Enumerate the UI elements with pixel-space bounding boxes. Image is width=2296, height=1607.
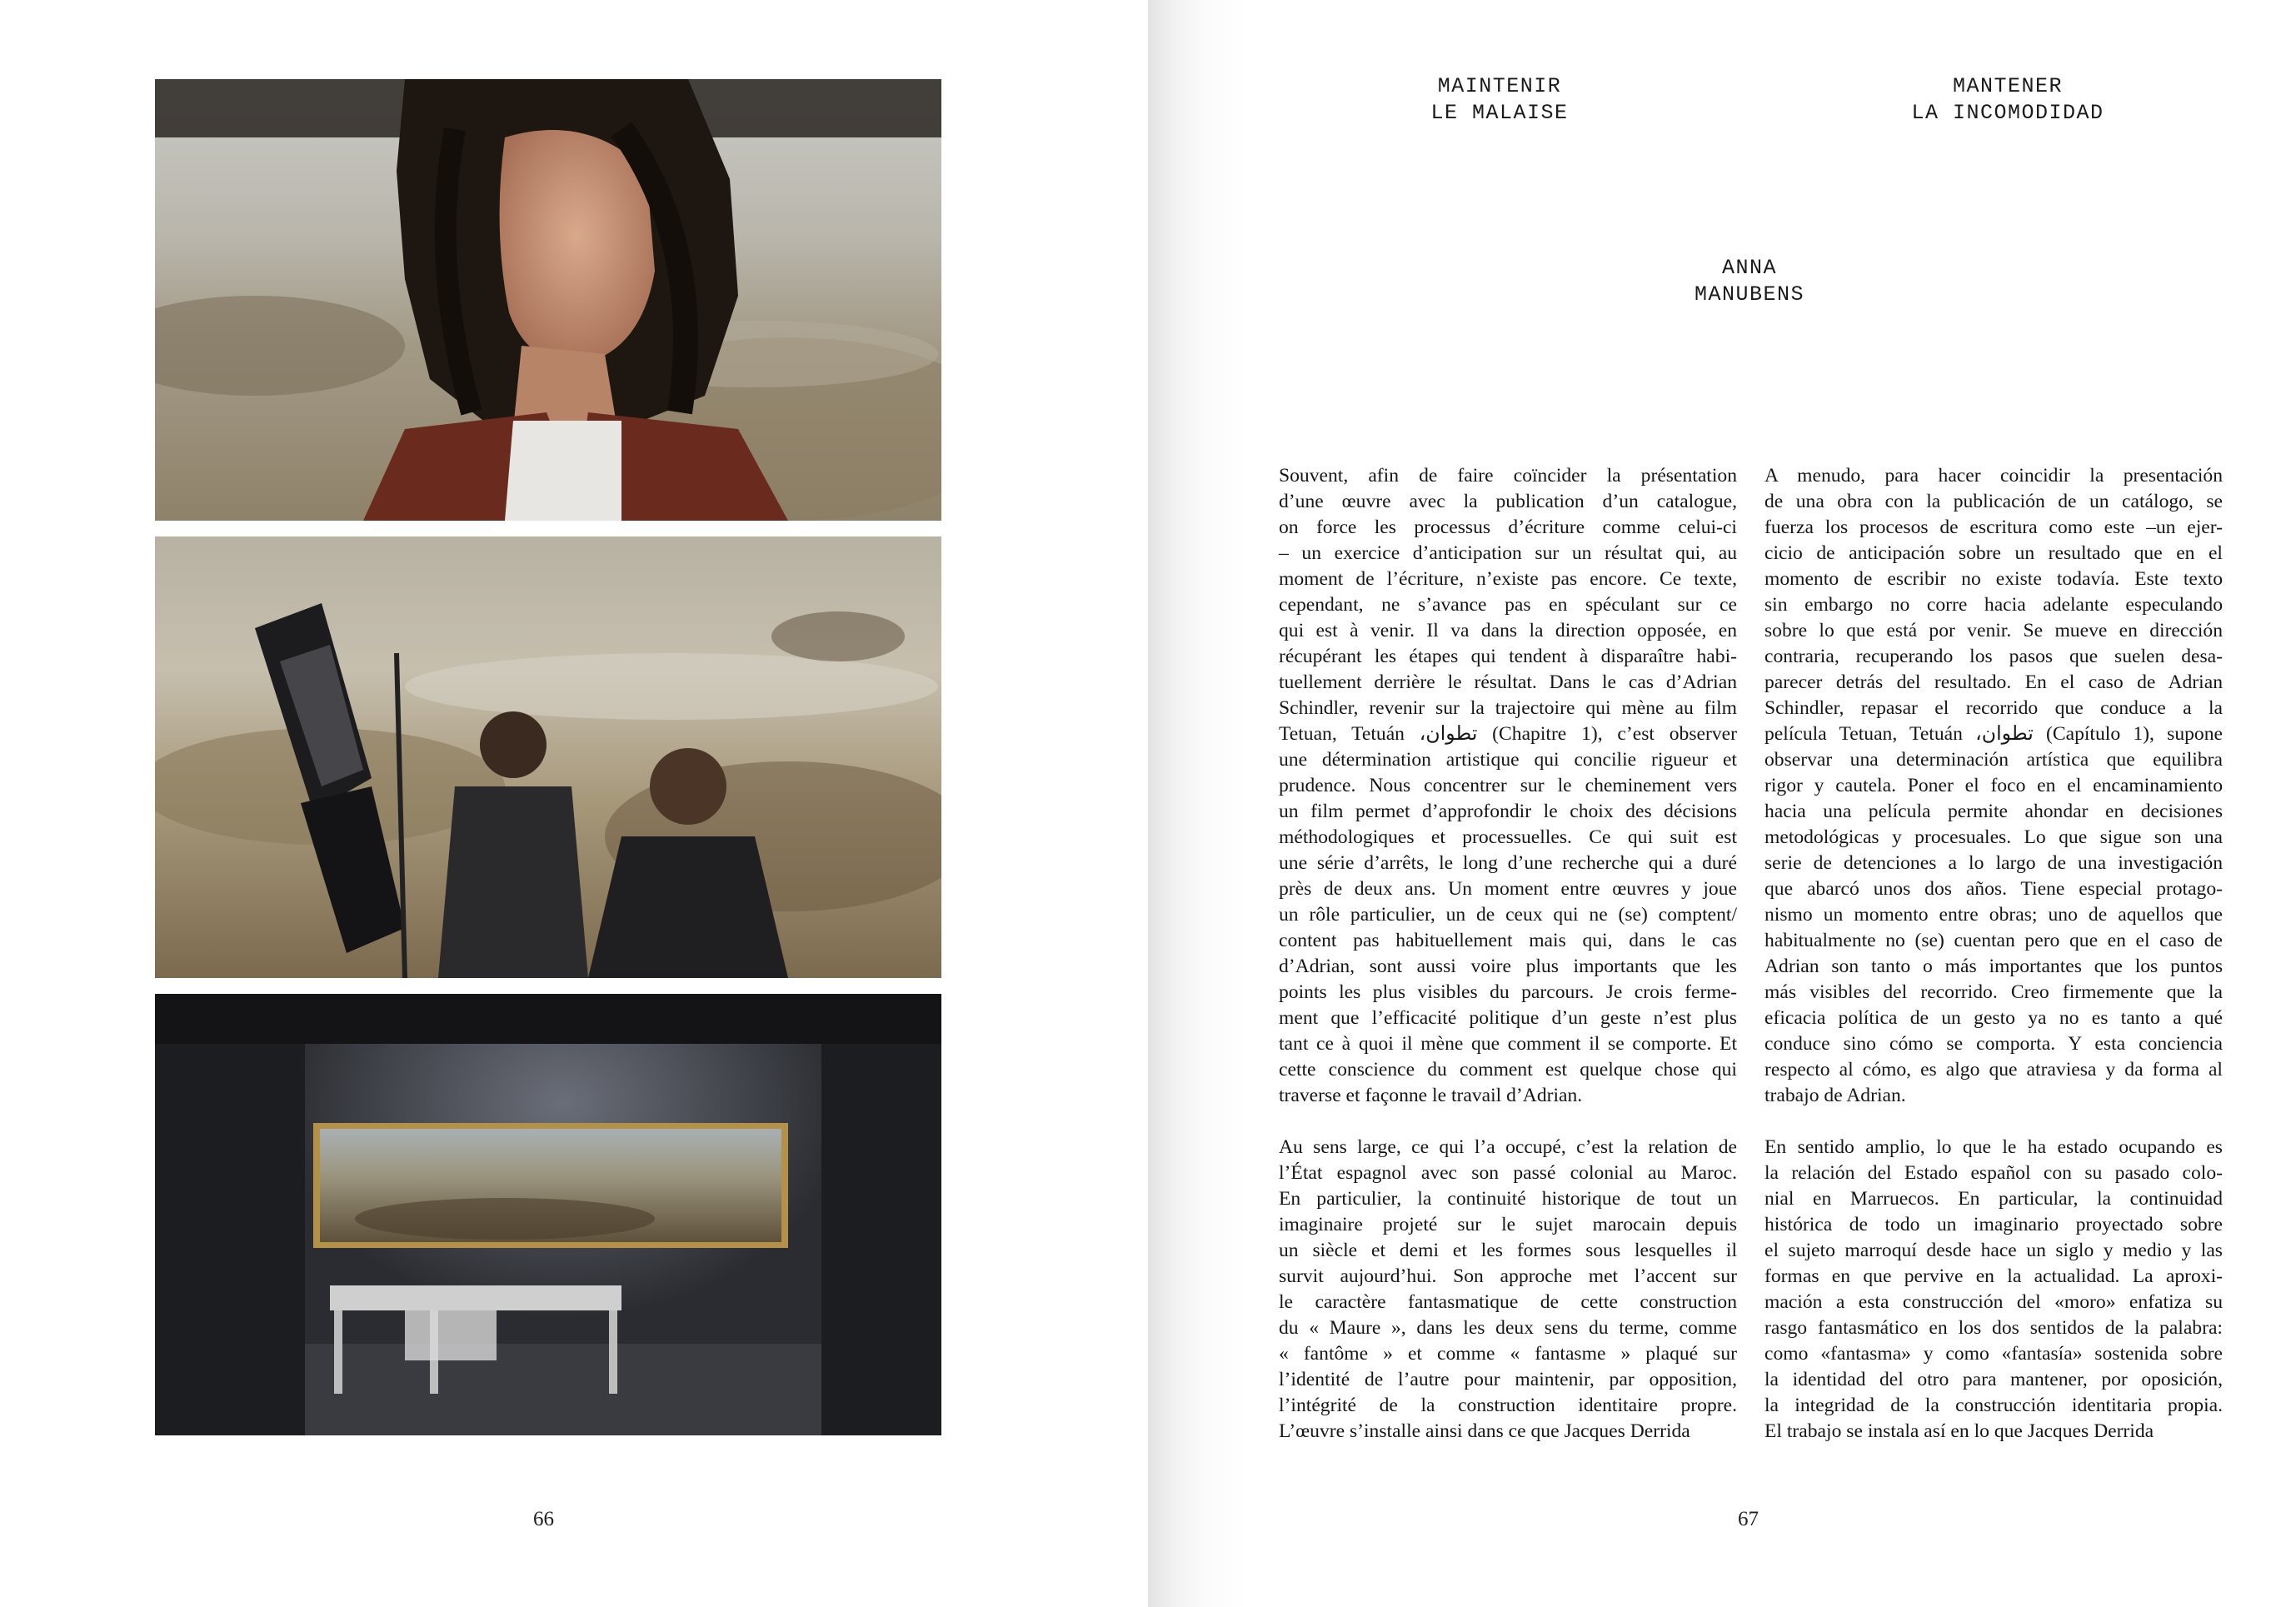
text-line: contraria, recuperando los pasos que suelen desa- bbox=[1764, 646, 2223, 667]
text-line: rigor y cautela. Poner el foco en el encaminamiento bbox=[1764, 775, 2223, 796]
text-line: une série d’arrêts, le long d’une recherche qui a duré bbox=[1279, 852, 1737, 874]
text-line: cette conscience du comment est quelque chose qui bbox=[1279, 1059, 1737, 1080]
text-line: A menudo, para hacer coincidir la presentación bbox=[1764, 465, 2223, 487]
text-line: habitualmente no (se) cuentan pero que en el caso de bbox=[1764, 930, 2223, 951]
text-line: metodológicas y procesuales. Lo que sigue son una bbox=[1764, 826, 2223, 848]
text-line: moment de l’écriture, n’existe pas encore. Ce texte, bbox=[1279, 568, 1737, 590]
text-line: le caractère fantasmatique de cette construction bbox=[1279, 1291, 1737, 1313]
text-line: L’œuvre s’installe ainsi dans ce que Jacques Derrida bbox=[1279, 1420, 1690, 1442]
author-line: MANUBENS bbox=[1694, 282, 1805, 307]
title-line: LE MALAISE bbox=[1430, 101, 1569, 125]
text-line: cicio de anticipación sobre un resultado que en el bbox=[1764, 542, 2223, 564]
text-line: de una obra con la publicación de un catálogo, se bbox=[1764, 491, 2223, 512]
text-line: imaginaire projeté sur le sujet marocain depuis bbox=[1279, 1214, 1737, 1235]
text-line: trabajo de Adrian. bbox=[1764, 1085, 1906, 1106]
text-line: « fantôme » et comme « fantasme » plaqué sur bbox=[1279, 1343, 1737, 1365]
text-line: prudence. Nous concentrer sur le cheminement vers bbox=[1279, 775, 1737, 796]
woman-portrait-photo bbox=[155, 79, 941, 521]
text-line: En sentido amplio, lo que le ha estado ocupando es bbox=[1764, 1136, 2223, 1158]
text-line: hacia una película permite ahondar en decisiones bbox=[1764, 801, 2223, 822]
text-line: En particulier, la continuité historique de tout un bbox=[1279, 1188, 1737, 1210]
text-line: fuerza los procesos de escritura como este –un ejer- bbox=[1764, 517, 2223, 538]
text-line: d’une œuvre avec la publication d’un catalogue, bbox=[1279, 491, 1737, 512]
title-line: LA INCOMODIDAD bbox=[1911, 101, 2104, 125]
text-line: más visibles del recorrido. Creo firmemente que la bbox=[1764, 981, 2223, 1003]
text-line: formas en que pervive en la actualidad. La aproxi- bbox=[1764, 1265, 2223, 1287]
text-line: cependant, ne s’avance pas en spéculant sur ce bbox=[1279, 594, 1737, 616]
text-line: – un exercice d’anticipation sur un résultat qui, au bbox=[1279, 542, 1737, 564]
text-line: El trabajo se instala así en lo que Jacques Derrida bbox=[1764, 1420, 2154, 1442]
text-line: points les plus visibles du parcours. Je crois ferme- bbox=[1279, 981, 1737, 1003]
text-line: du « Maure », dans les deux sens du terme, comme bbox=[1279, 1317, 1737, 1339]
text-line: Schindler, repasar el recorrido que conduce a la bbox=[1764, 697, 2223, 719]
text-line: un rôle particulier, un de ceux qui ne (se) comptent/ bbox=[1279, 904, 1737, 926]
text-line: Au sens large, ce qui l’a occupé, c’est la relation de bbox=[1279, 1136, 1737, 1158]
text-line: película Tetuan, Tetuán ،تطوان (Capítulo 1), supone bbox=[1764, 723, 2223, 745]
text-line: el sujeto marroquí desde hace un siglo y medio y las bbox=[1764, 1240, 2223, 1261]
text-line: que abarcó unos dos años. Tiene especial protago- bbox=[1764, 878, 2223, 900]
column-french bbox=[1279, 463, 1737, 1445]
text-line: Souvent, afin de faire coïncider la présentation bbox=[1279, 465, 1737, 487]
text-line: ment que l’efficacité politique d’un geste n’est plus bbox=[1279, 1007, 1737, 1029]
text-line: la identidad del otro para mantener, por oposición, bbox=[1764, 1369, 2223, 1390]
paragraph bbox=[1279, 1135, 1737, 1445]
text-line: l’État espagnol avec son passé colonial au Maroc. bbox=[1279, 1162, 1737, 1184]
text-line: parecer detrás del resultado. En el caso de Adrian bbox=[1764, 671, 2223, 693]
text-line: respecto al cómo, es algo que atraviesa y da forma al bbox=[1764, 1059, 2223, 1080]
title-line: MANTENER bbox=[1952, 74, 2064, 98]
text-line: méthodologiques et processuelles. Ce qui suit est bbox=[1279, 826, 1737, 848]
text-line: nismo un momento entre obras; uno de aquellos que bbox=[1764, 904, 2223, 926]
text-line: la relación del Estado español con su pasado colo- bbox=[1764, 1162, 2223, 1184]
text-line: tant ce à quoi il mène que comment il se comporte. Et bbox=[1279, 1033, 1737, 1055]
page-number: 67 bbox=[1738, 1508, 1759, 1530]
text-line: sobre lo que está por venir. Se mueve en dirección bbox=[1764, 620, 2223, 641]
text-line: Adrian son tanto o más importantes que los puntos bbox=[1764, 956, 2223, 977]
text-line: la integridad de la construcción identitaria propia. bbox=[1764, 1395, 2223, 1416]
paragraph bbox=[1764, 463, 2223, 1109]
text-line: qui est à venir. Il va dans la direction opposée, en bbox=[1279, 620, 1737, 641]
text-line: récupérant les étapes qui tendent à disparaître habi- bbox=[1279, 646, 1737, 667]
text-line: Schindler, revenir sur la trajectoire qui mène au film bbox=[1279, 697, 1737, 719]
text-line: survit aujourd’hui. Son approche met l’accent sur bbox=[1279, 1265, 1737, 1287]
text-line: observar una determinación artística que equilibra bbox=[1764, 749, 2223, 771]
column-spanish bbox=[1764, 463, 2223, 1445]
text-line: un film permet d’approfondir le choix des décisions bbox=[1279, 801, 1737, 822]
title-spanish bbox=[1833, 73, 2183, 127]
text-line: serie de detenciones a lo largo de una investigación bbox=[1764, 852, 2223, 874]
text-line: histórica de todo un imaginario proyectado sobre bbox=[1764, 1214, 2223, 1235]
text-line: content pas habituellement mais qui, dans le cas bbox=[1279, 930, 1737, 951]
text-line: l’identité de l’autre pour maintenir, par opposition, bbox=[1279, 1369, 1737, 1390]
text-line: sin embargo no corre hacia adelante especulando bbox=[1764, 594, 2223, 616]
text-line: eficacia política de un gesto ya no es tanto a qué bbox=[1764, 1007, 2223, 1029]
text-line: nial en Marruecos. En particular, la continuidad bbox=[1764, 1188, 2223, 1210]
page-number: 66 bbox=[533, 1508, 554, 1530]
text-line: Tetuan, Tetuán ،تطوان (Chapitre 1), c’est observer bbox=[1279, 723, 1737, 745]
text-line: como «fantasma» y como «fantasía» sostenida sobre bbox=[1764, 1343, 2223, 1365]
museum-painting-photo bbox=[155, 994, 941, 1435]
text-line: une détermination artistique qui concilie rigueur et bbox=[1279, 749, 1737, 771]
text-line: l’intégrité de la construction identitaire propre. bbox=[1279, 1395, 1737, 1416]
text-line: traverse et façonne le travail d’Adrian. bbox=[1279, 1085, 1583, 1106]
text-line: d’Adrian, sont aussi voire plus importants que les bbox=[1279, 956, 1737, 977]
title-french bbox=[1383, 73, 1616, 127]
title-line: MAINTENIR bbox=[1437, 74, 1562, 98]
text-line: conduce sino cómo se comporta. Y esta conciencia bbox=[1764, 1033, 2223, 1055]
author-name bbox=[1633, 255, 1866, 308]
author-line: ANNA bbox=[1721, 256, 1777, 280]
text-line: mación a esta construcción del «moro» enfatiza su bbox=[1764, 1291, 2223, 1313]
text-line: tuellement derrière le résultat. Dans le cas d’Adrian bbox=[1279, 671, 1737, 693]
text-line: près de deux ans. Un moment entre œuvres y joue bbox=[1279, 878, 1737, 900]
paragraph bbox=[1279, 463, 1737, 1109]
text-line: rasgo fantasmático en los dos sentidos de la palabra: bbox=[1764, 1317, 2223, 1339]
text-line: momento de escribir no existe todavía. Este texto bbox=[1764, 568, 2223, 590]
text-line: un siècle et demi et les formes sous lesquelles il bbox=[1279, 1240, 1737, 1261]
paragraph bbox=[1764, 1135, 2223, 1445]
film-crew-photo bbox=[155, 536, 941, 978]
text-line: on force les processus d’écriture comme celui-ci bbox=[1279, 517, 1737, 538]
